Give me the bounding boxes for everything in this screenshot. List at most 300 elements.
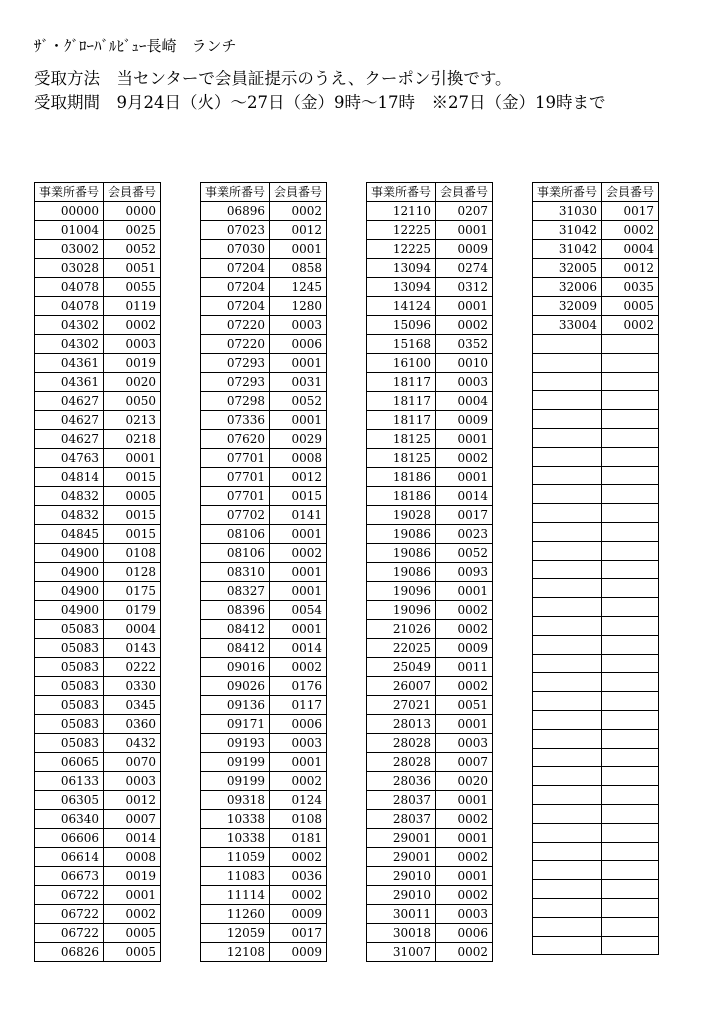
table-row (35, 772, 161, 791)
member-number-cell (602, 391, 659, 410)
table-row (35, 373, 161, 392)
office-number-cell: 29010 (367, 867, 436, 886)
office-number-cell: 04845 (35, 525, 104, 544)
pickup-period-text: 受取期間 9月24日（火）～27日（金）9時～17時 ※27日（金）19時まで (34, 93, 606, 112)
table-row (201, 373, 327, 392)
member-number-cell: 0007 (104, 810, 161, 829)
table-row (367, 449, 493, 468)
member-number-cell: 0017 (436, 506, 493, 525)
table-row (533, 541, 659, 560)
table-row (35, 943, 161, 962)
member-number-cell: 0175 (104, 582, 161, 601)
table-row (367, 297, 493, 316)
table-row (201, 734, 327, 753)
table-row (367, 411, 493, 430)
member-number-cell: 0003 (436, 734, 493, 753)
table-row (533, 316, 659, 335)
member-number-cell: 0002 (436, 677, 493, 696)
table-row (201, 848, 327, 867)
office-number-cell: 13094 (367, 278, 436, 297)
member-table-1 (34, 182, 161, 962)
table-row (533, 786, 659, 805)
office-number-cell (533, 898, 602, 917)
member-number-cell: 0009 (270, 905, 327, 924)
member-number-cell: 0001 (270, 620, 327, 639)
office-number-cell: 19086 (367, 563, 436, 582)
office-number-cell: 08106 (201, 525, 270, 544)
office-number-cell (533, 372, 602, 391)
member-number-cell: 0002 (270, 202, 327, 221)
office-number-cell: 07204 (201, 278, 270, 297)
office-number-cell (533, 335, 602, 354)
table-row (533, 917, 659, 936)
table-row (367, 354, 493, 373)
table-header-row (367, 183, 493, 202)
office-number-cell (533, 391, 602, 410)
table-row (533, 692, 659, 711)
table-row (201, 487, 327, 506)
member-number-cell: 0858 (270, 259, 327, 278)
table-row (201, 278, 327, 297)
office-number-cell: 07701 (201, 449, 270, 468)
member-number-cell: 0006 (270, 335, 327, 354)
table-row (35, 411, 161, 430)
office-number-cell: 19086 (367, 525, 436, 544)
member-number-cell: 0001 (270, 563, 327, 582)
table-row (201, 411, 327, 430)
member-number-cell (602, 616, 659, 635)
office-number-cell: 18125 (367, 449, 436, 468)
office-number-cell (533, 748, 602, 767)
office-number-cell: 07701 (201, 468, 270, 487)
office-number-cell (533, 917, 602, 936)
office-number-cell (533, 353, 602, 372)
member-number-cell: 0008 (270, 449, 327, 468)
table-row (201, 867, 327, 886)
office-number-cell: 05083 (35, 639, 104, 658)
member-number-cell: 0002 (270, 658, 327, 677)
table-row (533, 522, 659, 541)
member-number-cell (602, 748, 659, 767)
table-row (201, 506, 327, 525)
member-number-cell: 0002 (270, 848, 327, 867)
member-number-cell: 0119 (104, 297, 161, 316)
office-number-cell: 18117 (367, 411, 436, 430)
member-number-cell: 0002 (602, 221, 659, 240)
member-number-cell: 0002 (270, 544, 327, 563)
office-number-cell: 08310 (201, 563, 270, 582)
member-number-cell: 0002 (104, 316, 161, 335)
table-row (367, 335, 493, 354)
member-number-cell: 0001 (270, 753, 327, 772)
member-number-cell: 0020 (104, 373, 161, 392)
table-row (35, 867, 161, 886)
table-row (533, 748, 659, 767)
member-number-cell: 0006 (270, 715, 327, 734)
member-number-cell: 0017 (270, 924, 327, 943)
office-number-cell: 08327 (201, 582, 270, 601)
table-row (533, 391, 659, 410)
table-row (35, 430, 161, 449)
office-number-cell: 09199 (201, 772, 270, 791)
office-number-cell (533, 880, 602, 899)
table-row (367, 924, 493, 943)
office-number-cell: 06606 (35, 829, 104, 848)
member-number-cell (602, 447, 659, 466)
member-number-cell (602, 335, 659, 354)
member-number-cell: 0052 (436, 544, 493, 563)
office-number-cell: 09171 (201, 715, 270, 734)
office-number-cell (533, 673, 602, 692)
member-number-cell: 0001 (436, 468, 493, 487)
office-number-cell (533, 823, 602, 842)
office-number-cell: 12059 (201, 924, 270, 943)
office-number-cell: 07293 (201, 354, 270, 373)
member-number-cell (602, 786, 659, 805)
office-number-cell: 09136 (201, 696, 270, 715)
table-row (533, 485, 659, 504)
office-number-cell (533, 635, 602, 654)
table-row (533, 673, 659, 692)
table-row (367, 582, 493, 601)
office-number-cell: 05083 (35, 734, 104, 753)
table-row (367, 601, 493, 620)
office-number-cell: 15168 (367, 335, 436, 354)
table-row (367, 943, 493, 962)
table-row (367, 772, 493, 791)
member-number-cell: 0015 (270, 487, 327, 506)
office-number-cell: 06722 (35, 924, 104, 943)
member-number-cell (602, 692, 659, 711)
office-number-cell: 04763 (35, 449, 104, 468)
office-number-cell: 05083 (35, 696, 104, 715)
member-number-cell: 0143 (104, 639, 161, 658)
office-number-cell: 07030 (201, 240, 270, 259)
office-number-cell: 04900 (35, 582, 104, 601)
office-number-cell: 11083 (201, 867, 270, 886)
office-number-cell (533, 936, 602, 955)
office-number-header: 事業所番号 (35, 183, 104, 202)
member-number-cell: 0006 (436, 924, 493, 943)
office-number-cell: 33004 (533, 316, 602, 335)
office-number-cell: 05083 (35, 658, 104, 677)
office-number-cell: 09026 (201, 677, 270, 696)
table-row (533, 804, 659, 823)
member-number-cell: 0002 (436, 848, 493, 867)
office-number-cell: 04361 (35, 373, 104, 392)
table-row (533, 278, 659, 297)
table-row (367, 487, 493, 506)
table-row (367, 905, 493, 924)
table-row (35, 829, 161, 848)
member-number-cell (602, 842, 659, 861)
member-number-cell: 0031 (270, 373, 327, 392)
member-number-cell (602, 710, 659, 729)
table-row (533, 372, 659, 391)
office-number-cell: 29001 (367, 829, 436, 848)
table-row (201, 658, 327, 677)
table-row (201, 639, 327, 658)
member-number-cell: 0207 (436, 202, 493, 221)
table-row (201, 563, 327, 582)
member-number-cell: 0001 (436, 829, 493, 848)
table-row (201, 582, 327, 601)
member-number-cell: 0001 (436, 582, 493, 601)
table-row (201, 449, 327, 468)
member-number-cell: 0001 (436, 430, 493, 449)
table-row (367, 430, 493, 449)
member-number-cell (602, 654, 659, 673)
member-number-cell: 0001 (436, 221, 493, 240)
member-number-cell (602, 635, 659, 654)
table-row (533, 297, 659, 316)
office-number-cell: 19028 (367, 506, 436, 525)
office-number-cell (533, 616, 602, 635)
table-row (35, 753, 161, 772)
table-row (35, 677, 161, 696)
member-number-cell: 0009 (436, 639, 493, 658)
office-number-cell: 07701 (201, 487, 270, 506)
office-number-cell: 30018 (367, 924, 436, 943)
table-row (201, 335, 327, 354)
member-number-cell (602, 353, 659, 372)
office-number-cell: 07293 (201, 373, 270, 392)
member-number-cell: 0012 (270, 221, 327, 240)
member-number-cell: 0014 (104, 829, 161, 848)
table-row (533, 240, 659, 259)
office-number-cell: 13094 (367, 259, 436, 278)
table-row (533, 729, 659, 748)
table-row (35, 259, 161, 278)
member-number-cell: 0004 (602, 240, 659, 259)
member-number-cell: 0050 (104, 392, 161, 411)
page-title: ｻﾞ・ｸﾞﾛｰﾊﾞﾙﾋﾞｭｰ長崎 ランチ (34, 37, 237, 55)
member-number-cell: 0360 (104, 715, 161, 734)
table-row (367, 525, 493, 544)
member-number-cell (602, 880, 659, 899)
office-number-cell: 12225 (367, 221, 436, 240)
office-number-cell (533, 504, 602, 523)
table-row (35, 715, 161, 734)
office-number-cell (533, 767, 602, 786)
member-number-cell: 0176 (270, 677, 327, 696)
member-number-cell: 0124 (270, 791, 327, 810)
member-number-cell: 0002 (436, 601, 493, 620)
member-number-cell: 0010 (436, 354, 493, 373)
office-number-header: 事業所番号 (367, 183, 436, 202)
office-number-cell (533, 522, 602, 541)
member-number-cell: 0002 (436, 316, 493, 335)
office-number-cell (533, 485, 602, 504)
member-number-cell: 0015 (104, 468, 161, 487)
member-number-cell: 0002 (436, 943, 493, 962)
office-number-cell: 08412 (201, 620, 270, 639)
office-number-cell: 29010 (367, 886, 436, 905)
member-number-cell: 0004 (436, 392, 493, 411)
table-row (201, 677, 327, 696)
office-number-cell: 04078 (35, 278, 104, 297)
member-number-cell (602, 560, 659, 579)
member-table-4 (532, 182, 659, 955)
member-number-cell: 0020 (436, 772, 493, 791)
table-header-row (35, 183, 161, 202)
table-header-row (201, 183, 327, 202)
member-number-cell: 0312 (436, 278, 493, 297)
table-header-row (533, 183, 659, 202)
table-row (533, 335, 659, 354)
office-number-cell: 19096 (367, 582, 436, 601)
office-number-cell: 07620 (201, 430, 270, 449)
table-row (533, 823, 659, 842)
member-number-cell: 0003 (104, 772, 161, 791)
office-number-cell: 18125 (367, 430, 436, 449)
table-row (367, 202, 493, 221)
table-row (533, 466, 659, 485)
office-number-cell (533, 842, 602, 861)
pickup-method-text: 受取方法 当センターで会員証提示のうえ、クーポン引換です。 (34, 69, 512, 88)
office-number-cell: 07336 (201, 411, 270, 430)
office-number-cell: 18186 (367, 468, 436, 487)
office-number-cell (533, 654, 602, 673)
table-row (367, 563, 493, 582)
member-number-cell: 0054 (270, 601, 327, 620)
table-row (533, 428, 659, 447)
member-number-cell: 0055 (104, 278, 161, 297)
member-number-cell: 0001 (270, 582, 327, 601)
table-row (367, 392, 493, 411)
office-number-cell: 22025 (367, 639, 436, 658)
office-number-cell: 06826 (35, 943, 104, 962)
member-number-cell (602, 598, 659, 617)
office-number-cell: 05083 (35, 677, 104, 696)
table-row (533, 560, 659, 579)
member-number-cell: 0012 (104, 791, 161, 810)
member-number-cell: 0019 (104, 354, 161, 373)
office-number-cell: 27021 (367, 696, 436, 715)
table-row (367, 715, 493, 734)
table-row (533, 861, 659, 880)
member-number-cell (602, 861, 659, 880)
member-number-cell: 0002 (270, 886, 327, 905)
office-number-cell: 28028 (367, 734, 436, 753)
table-row (533, 635, 659, 654)
member-number-cell: 0001 (270, 354, 327, 373)
office-number-cell: 07298 (201, 392, 270, 411)
office-number-cell: 07702 (201, 506, 270, 525)
table-row (35, 924, 161, 943)
table-row (367, 373, 493, 392)
office-number-cell: 29001 (367, 848, 436, 867)
office-number-cell: 15096 (367, 316, 436, 335)
member-number-cell: 0222 (104, 658, 161, 677)
office-number-cell (533, 466, 602, 485)
member-number-cell: 0052 (270, 392, 327, 411)
table-row (35, 582, 161, 601)
office-number-cell (533, 579, 602, 598)
office-number-cell: 08106 (201, 544, 270, 563)
table-row (367, 886, 493, 905)
member-number-cell: 0005 (104, 943, 161, 962)
table-row (367, 829, 493, 848)
table-row (201, 753, 327, 772)
member-number-cell: 0004 (104, 620, 161, 639)
office-number-cell: 11059 (201, 848, 270, 867)
member-number-cell (602, 579, 659, 598)
office-number-cell: 04078 (35, 297, 104, 316)
table-row (533, 936, 659, 955)
table-row (201, 259, 327, 278)
table-row (367, 734, 493, 753)
office-number-header: 事業所番号 (201, 183, 270, 202)
member-number-cell: 0001 (436, 791, 493, 810)
table-row (201, 525, 327, 544)
member-number-cell: 0025 (104, 221, 161, 240)
office-number-cell: 25049 (367, 658, 436, 677)
table-row (35, 658, 161, 677)
office-number-cell: 04832 (35, 506, 104, 525)
member-number-cell: 0052 (104, 240, 161, 259)
table-row (367, 639, 493, 658)
table-row (35, 221, 161, 240)
office-number-cell: 09193 (201, 734, 270, 753)
member-number-cell: 0432 (104, 734, 161, 753)
member-number-cell: 0011 (436, 658, 493, 677)
office-number-cell: 04627 (35, 411, 104, 430)
table-row (367, 240, 493, 259)
table-row (35, 848, 161, 867)
member-number-cell: 0001 (270, 525, 327, 544)
member-number-cell (602, 767, 659, 786)
office-number-cell: 10338 (201, 829, 270, 848)
member-number-cell: 0002 (436, 449, 493, 468)
table-row (367, 867, 493, 886)
office-number-cell: 12108 (201, 943, 270, 962)
table-row (201, 354, 327, 373)
member-number-cell: 0019 (104, 867, 161, 886)
table-row (201, 601, 327, 620)
table-row (35, 202, 161, 221)
member-number-cell: 0009 (270, 943, 327, 962)
table-row (533, 710, 659, 729)
member-number-cell: 0003 (436, 373, 493, 392)
office-number-cell: 12110 (367, 202, 436, 221)
member-number-cell: 0005 (104, 487, 161, 506)
member-number-cell: 1245 (270, 278, 327, 297)
table-row (35, 335, 161, 354)
office-number-cell: 04302 (35, 335, 104, 354)
table-row (533, 410, 659, 429)
table-row (35, 354, 161, 373)
table-row (201, 905, 327, 924)
office-number-cell: 28028 (367, 753, 436, 772)
office-number-cell (533, 598, 602, 617)
member-number-cell (602, 673, 659, 692)
table-row (367, 316, 493, 335)
table-row (533, 202, 659, 221)
member-number-cell: 0015 (104, 506, 161, 525)
office-number-cell: 06065 (35, 753, 104, 772)
table-row (35, 810, 161, 829)
member-number-cell (602, 917, 659, 936)
office-number-cell (533, 692, 602, 711)
office-number-cell: 05083 (35, 715, 104, 734)
table-row (533, 504, 659, 523)
office-number-cell: 28037 (367, 810, 436, 829)
table-row (35, 297, 161, 316)
table-row (35, 487, 161, 506)
member-number-cell: 0181 (270, 829, 327, 848)
table-row (35, 734, 161, 753)
